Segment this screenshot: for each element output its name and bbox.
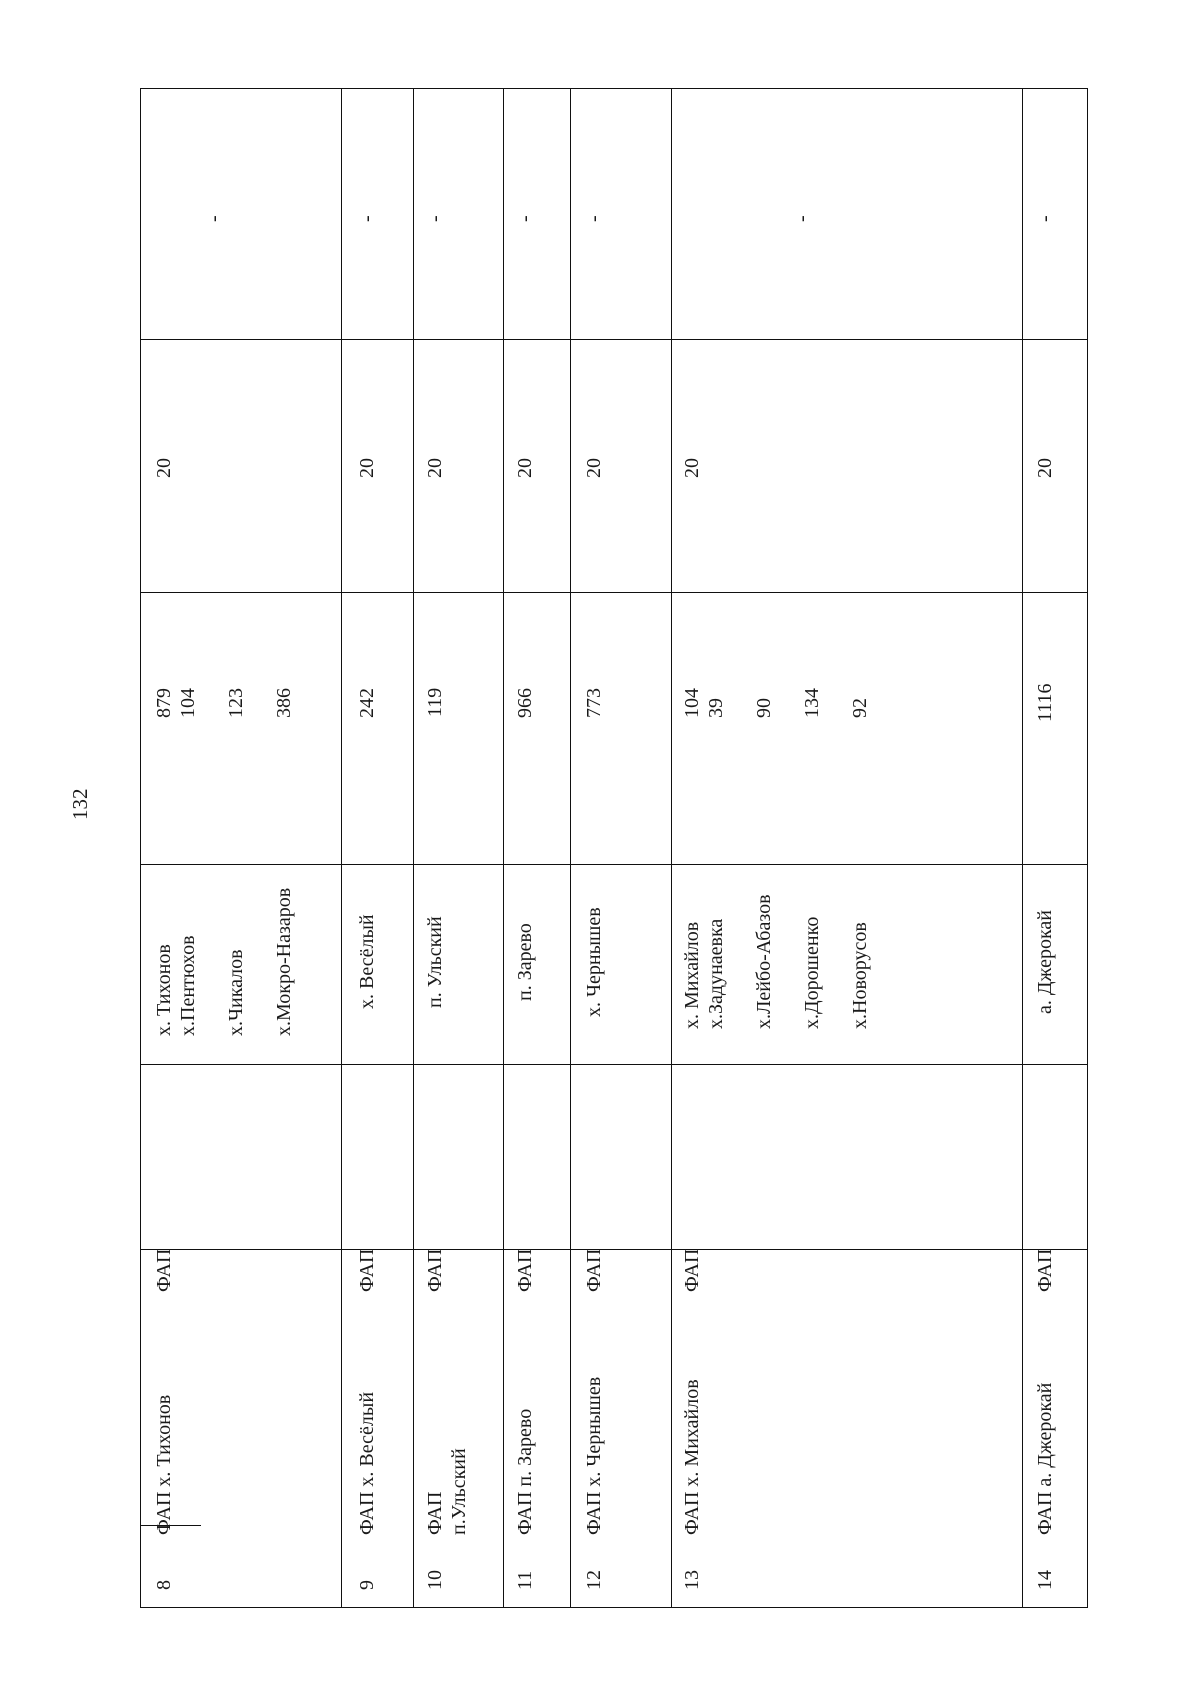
column-divider xyxy=(141,339,1087,340)
population-list-line: 104 xyxy=(681,687,703,718)
settlement-list-line: х.Мокро-Назаров xyxy=(273,887,295,1036)
facility-name-line: ФАП xyxy=(424,1491,446,1535)
facility-name-line: ФАП х. Михайлов xyxy=(681,1379,703,1535)
extra-value: - xyxy=(203,215,225,222)
population-list-line xyxy=(248,688,272,718)
norm-value: 20 xyxy=(424,458,446,478)
population-list-line: 879 xyxy=(153,687,175,718)
extra-value: - xyxy=(514,215,536,222)
settlement-list-line: х. Чернышев xyxy=(583,906,605,1017)
settlement-list-line: х.Чикалов xyxy=(225,948,247,1036)
row-number: 12 xyxy=(583,1570,605,1590)
extra-value: - xyxy=(583,215,605,222)
row-divider xyxy=(1022,89,1023,1607)
settlement-list xyxy=(423,916,447,1008)
row-number: 9 xyxy=(356,1580,378,1590)
settlement-list-line: а. Джерокай xyxy=(1034,909,1056,1014)
population-list-line: 119 xyxy=(424,687,446,717)
row-divider xyxy=(413,89,414,1607)
settlement-list-line xyxy=(728,894,752,1029)
norm-value: 20 xyxy=(1034,458,1056,478)
row-divider xyxy=(671,89,672,1607)
settlement-list-line: х.Пентюхов xyxy=(177,934,199,1036)
norm-value: 20 xyxy=(514,458,536,478)
population-list xyxy=(680,688,872,718)
settlement-list xyxy=(582,907,606,1017)
population-list xyxy=(1033,683,1057,722)
row-divider xyxy=(341,89,342,1607)
settlement-list xyxy=(680,894,872,1029)
facility-name-line: п.Ульский xyxy=(448,1448,470,1535)
facility-type: ФАП xyxy=(514,1248,536,1292)
population-list-line xyxy=(776,688,800,718)
extra-value: - xyxy=(424,215,446,222)
population-list xyxy=(582,688,606,718)
settlement-list-line: х. Весёлый xyxy=(356,914,378,1009)
norm-value: 20 xyxy=(153,458,175,478)
population-list-line: 242 xyxy=(356,687,378,718)
settlement-list-line: х.Лейбо-Абазов xyxy=(753,894,775,1029)
facility-name-line: ФАП х. Чернышев xyxy=(583,1376,605,1535)
facility-type: ФАП xyxy=(424,1248,446,1292)
column-divider xyxy=(141,1064,1087,1065)
population-list-line: 966 xyxy=(514,687,536,718)
row-number: 8 xyxy=(153,1580,175,1590)
column-divider xyxy=(141,864,1087,865)
population-list-line: 39 xyxy=(705,697,727,718)
facility-name xyxy=(582,1377,606,1535)
facility-name-line: ФАП х. Весёлый xyxy=(356,1391,378,1535)
facility-type: ФАП xyxy=(583,1248,605,1292)
norm-value: 20 xyxy=(681,458,703,478)
facility-name-line: ФАП х. Тихонов xyxy=(153,1394,175,1535)
settlement-list-line xyxy=(824,894,848,1029)
population-list-line: 1116 xyxy=(1034,683,1056,722)
extra-value: - xyxy=(356,215,378,222)
facility-name-line: ФАП п. Зарево xyxy=(514,1408,536,1535)
column-divider xyxy=(141,592,1087,593)
settlement-list-line: п. Зарево xyxy=(514,922,536,1001)
row-divider xyxy=(503,89,504,1607)
facility-table xyxy=(140,88,1088,1608)
population-list-line xyxy=(200,688,224,718)
settlement-list-line: х. Михайлов xyxy=(681,921,703,1029)
population-list-line: 90 xyxy=(753,697,775,718)
population-list xyxy=(423,688,447,717)
population-list-line: 92 xyxy=(849,697,871,718)
facility-type: ФАП xyxy=(356,1248,378,1292)
row-divider xyxy=(570,89,571,1607)
population-list-line: 773 xyxy=(583,687,605,718)
population-list-line xyxy=(824,688,848,718)
norm-value: 20 xyxy=(583,458,605,478)
facility-type: ФАП xyxy=(153,1248,175,1292)
settlement-list-line: х.Задунаевка xyxy=(705,918,727,1029)
settlement-list-line xyxy=(248,887,272,1035)
row-number: 13 xyxy=(681,1570,703,1590)
population-list xyxy=(152,688,296,718)
settlement-list xyxy=(513,923,537,1001)
facility-type: ФАП xyxy=(1034,1248,1056,1292)
facility-type: ФАП xyxy=(681,1248,703,1292)
facility-name xyxy=(152,1395,176,1535)
population-list-line: 104 xyxy=(177,687,199,718)
facility-name xyxy=(680,1379,704,1535)
settlement-list xyxy=(152,887,296,1035)
settlement-list-line xyxy=(200,887,224,1035)
settlement-list-line: х. Тихонов xyxy=(153,943,175,1036)
population-list-line: 386 xyxy=(273,687,295,718)
row-number: 10 xyxy=(424,1570,446,1590)
settlement-list-line: х.Новорусов xyxy=(849,922,871,1029)
extra-value: - xyxy=(1034,215,1056,222)
extra-value: - xyxy=(791,215,813,222)
population-list-line: 123 xyxy=(225,687,247,718)
facility-name xyxy=(513,1409,537,1535)
population-list xyxy=(513,688,537,718)
page-number: 132 xyxy=(68,788,92,820)
facility-name-line: ФАП а. Джерокай xyxy=(1034,1382,1056,1535)
population-list-line xyxy=(728,688,752,718)
population-list-line: 134 xyxy=(801,687,823,718)
settlement-list-line xyxy=(776,894,800,1029)
settlement-list xyxy=(1033,910,1057,1014)
settlement-list xyxy=(355,914,379,1009)
row-number: 14 xyxy=(1034,1570,1056,1590)
settlement-list-line: х.Дорошенко xyxy=(801,916,823,1029)
facility-name xyxy=(423,1448,471,1535)
population-list xyxy=(355,688,379,718)
facility-name xyxy=(1033,1383,1057,1535)
settlement-list-line: п. Ульский xyxy=(424,915,446,1008)
column-divider xyxy=(141,1249,1087,1250)
row-number: 11 xyxy=(514,1570,536,1590)
norm-value: 20 xyxy=(356,458,378,478)
facility-name xyxy=(355,1392,379,1535)
